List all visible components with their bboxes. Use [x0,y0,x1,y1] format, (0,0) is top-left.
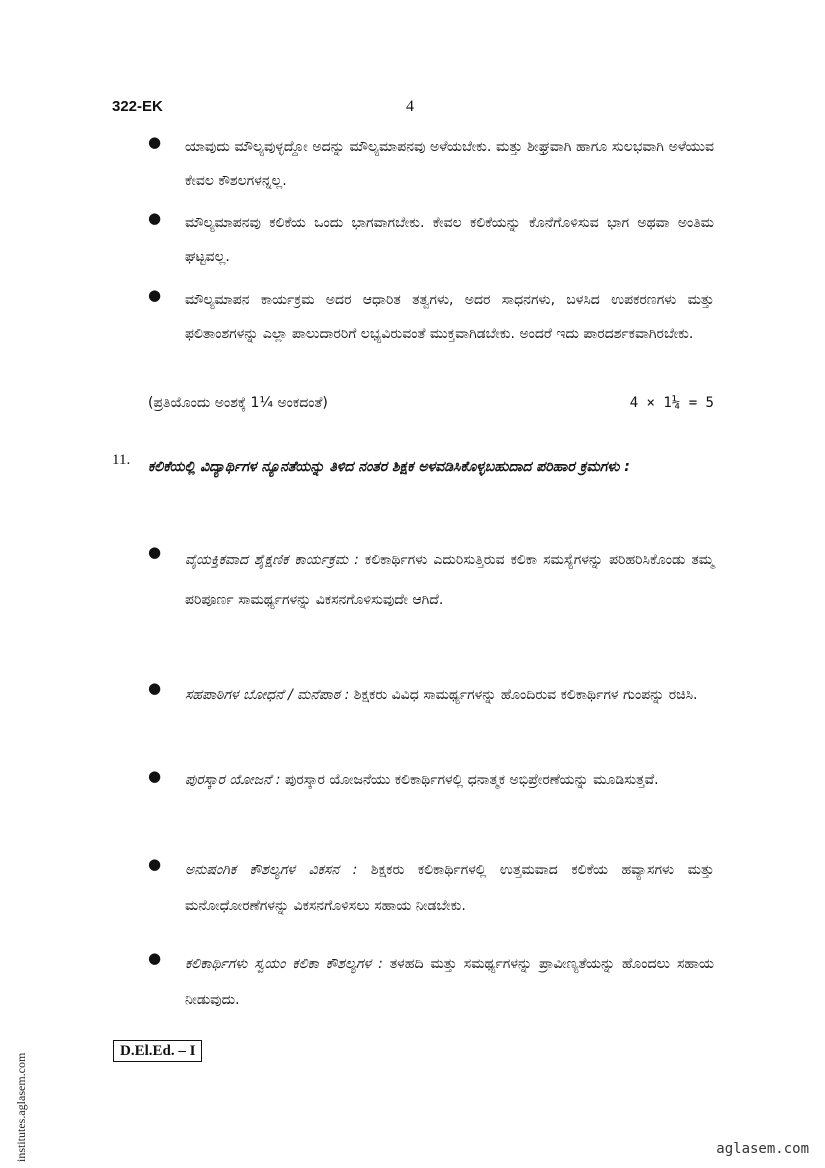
bullet-icon: ● [148,543,162,561]
bullet-body: ತಳಹದಿ ಮತ್ತು ಸಮರ್ಥ್ಯಗಳನ್ನು ಪ್ರಾವೀಣ್ಯತೆಯನ್ನು ಹೊಂದಲು ಸಹಾಯ ನೀಡುವುದು. [185,956,715,1008]
bullet-text [185,540,714,620]
bullet-icon: ● [148,286,162,304]
bullet-icon: ● [148,679,162,697]
page-code: 322-EK [112,98,163,115]
list-item [148,946,714,1018]
bullet-icon: ● [148,133,162,151]
bullet-body: ಶಿಕ್ಷಕರು ಕಲಿಕಾರ್ಥಿಗಳಲ್ಲಿ ಉತ್ತಮವಾದ ಕಲಿಕೆಯ ಹವ್ಯಾಸಗಳು ಮತ್ತು ಮನೋಧೋರಣೆಗಳನ್ನು ವಿಕಸನಗೊಳಿಸಲು ಸಹಾಯ ನೀಡಬೇಕು. [185,862,715,914]
bullet-text [185,764,714,796]
question-text: ಕಲಿಕೆಯಲ್ಲಿ ವಿದ್ಯಾರ್ಥಿಗಳ ನ್ಯೂನತೆಯನ್ನು ತಿಳಿದ ನಂತರ ಶಿಕ್ಷಕ ಅಳವಡಿಸಿಕೊಳ್ಳಬಹುದಾದ ಪರಿಹಾರ ಕ್ರಮಗಳು : [148,459,630,475]
bullet-lead: ವೈಯಕ್ತಿಕವಾದ ಶೈಕ್ಷಣಿಕ ಕಾರ್ಯಕ್ರಮ : [185,552,359,568]
list-item [148,283,714,351]
bullet-body: ಶಿಕ್ಷಕರು ವಿವಿಧ ಸಾಮರ್ಥ್ಯಗಳನ್ನು ಹೊಂದಿರುವ ಕಲಿಕಾರ್ಥಿಗಳ ಗುಂಪನ್ನು ರಚಿಸಿ. [353,687,698,703]
list-item [148,676,714,714]
bullet-icon: ● [148,767,162,785]
list-item [148,130,714,198]
bullet-body: ಪುರಸ್ಕಾರ ಯೋಜನೆಯು ಕಲಿಕಾರ್ಥಿಗಳಲ್ಲಿ ಧನಾತ್ಮಕ ಅಭಿಪ್ರೇರಣೆಯನ್ನು ಮೂಡಿಸುತ್ತವೆ. [284,772,659,788]
bullet-lead: ಅನುಷಂಗಿಕ ಕೌಶಲ್ಯಗಳ ವಿಕಸನ : [185,862,358,878]
bullet-icon: ● [148,209,162,227]
bullet-icon: ● [148,949,162,967]
bullet-body: ಕಲಿಕಾರ್ಥಿಗಳು ಎದುರಿಸುತ್ತಿರುವ ಕಲಿಕಾ ಸಮಸ್ಯೆಗಳನ್ನು ಪರಿಹರಿಸಿಕೊಂಡು ತಮ್ಮ ಪರಿಪೂರ್ಣ ಸಾಮರ್ಥ್ಯಗಳನ್ನು ವಿಕಸನಗೊಳಿಸುವುದೇ ಆಗಿದೆ. [185,552,714,608]
list-item [148,852,714,924]
list-item [148,540,714,620]
bullet-lead: ಪುರಸ್ಕಾರ ಯೋಜನೆ : [185,772,281,788]
bullet-text [185,676,714,714]
marks-total: 4 × 1¼ = 5 [629,395,714,411]
list-item [148,206,714,274]
course-label: D.El.Ed. – I [113,1040,202,1062]
bullet-text: ಮೌಲ್ಯಮಾಪನವು ಕಲಿಕೆಯ ಒಂದು ಭಾಗವಾಗಬೇಕು. ಕೇವಲ ಕಲಿಕೆಯನ್ನು ಕೊನೆಗೊಳಿಸುವ ಭಾಗ ಅಥವಾ ಅಂತಿಮ ಘಟ್ಟವಲ್ಲ. [185,215,714,265]
page-number: 4 [406,98,414,115]
site-watermark[interactable]: aglasem.com [716,1141,809,1157]
list-item [148,764,714,796]
bullet-icon: ● [148,855,162,873]
bullet-lead: ಸಹಪಾಠಿಗಳ ಬೋಧನೆ / ಮನೆಪಾಠ : [185,687,350,703]
question-number: 11. [112,452,131,468]
bullet-lead: ಕಲಿಕಾರ್ಥಿಗಳು ಸ್ವಯಂ ಕಲಿಕಾ ಕೌಶಲ್ಯಗಳ : [185,956,383,972]
bullet-text [185,852,714,924]
side-watermark: institutes.aglasem.com [14,1052,28,1162]
bullet-text: ಯಾವುದು ಮೌಲ್ಯವುಳ್ಳದ್ದೋ ಅದನ್ನು ಮೌಲ್ಯಮಾಪನವು ಅಳೆಯಬೇಕು. ಮತ್ತು ಶೀಘ್ರವಾಗಿ ಹಾಗೂ ಸುಲಭವಾಗಿ ಅಳೆಯುವ ಕೇವಲ ಕೌಶಲಗಳನ್ನಲ್ಲ. [185,139,714,189]
marks-note: (ಪ್ರತಿಯೊಂದು ಅಂಶಕ್ಕೆ 1¼ ಅಂಕದಂತೆ) [148,395,328,411]
bullet-text: ಮೌಲ್ಯಮಾಪನ ಕಾರ್ಯಕ್ರಮ ಅದರ ಆಧಾರಿತ ತತ್ವಗಳು, ಅದರ ಸಾಧನಗಳು, ಬಳಸಿದ ಉಪಕರಣಗಳು ಮತ್ತು ಫಲಿತಾಂಶಗಳನ್ನು ಎಲ್ಲಾ ಪಾಲುದಾರರಿಗೆ ಲಭ್ಯವಿರುವಂತೆ ಮುಕ್ತವಾಗಿಡಬೇಕು. ಅಂದರೆ ಇದು ಪಾರದರ್ಶಕವಾಗಿರಬೇಕು. [185,292,714,342]
bullet-text [185,946,714,1018]
